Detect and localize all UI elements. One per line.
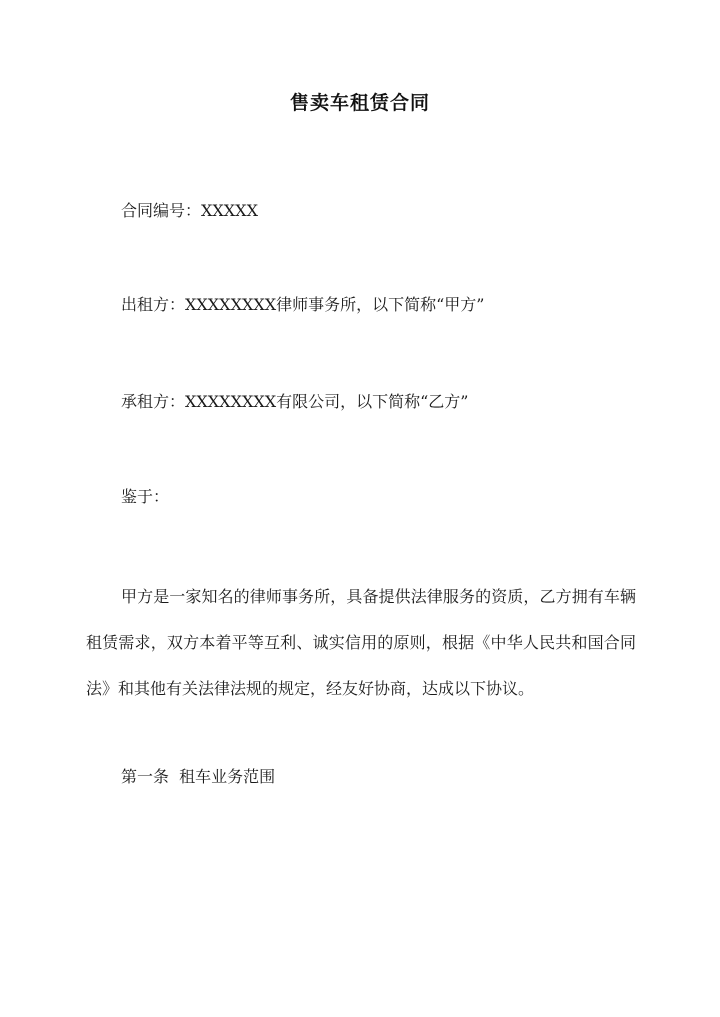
document-title: 售卖车租赁合同 — [289, 92, 430, 114]
lessee-party: 承租方：XXXXXXXX有限公司，以下简称“乙方” — [121, 392, 469, 411]
whereas-heading: 鉴于： — [121, 487, 170, 506]
lessor-party: 出租方：XXXXXXXX律师事务所，以下简称“甲方” — [121, 295, 485, 314]
contract-number: 合同编号：XXXXX — [121, 201, 258, 220]
article-1-heading: 第一条 租车业务范围 — [121, 767, 276, 786]
recital-paragraph: 甲方是一家知名的律师事务所，具备提供法律服务的资质，乙方拥有车辆租赁需求，双方本着平等互利、诚实信用的原则，根据《中华人民共和国合同法》和其他有关法律法规的规定，经友好协商，达成以下协议。 — [86, 587, 636, 698]
